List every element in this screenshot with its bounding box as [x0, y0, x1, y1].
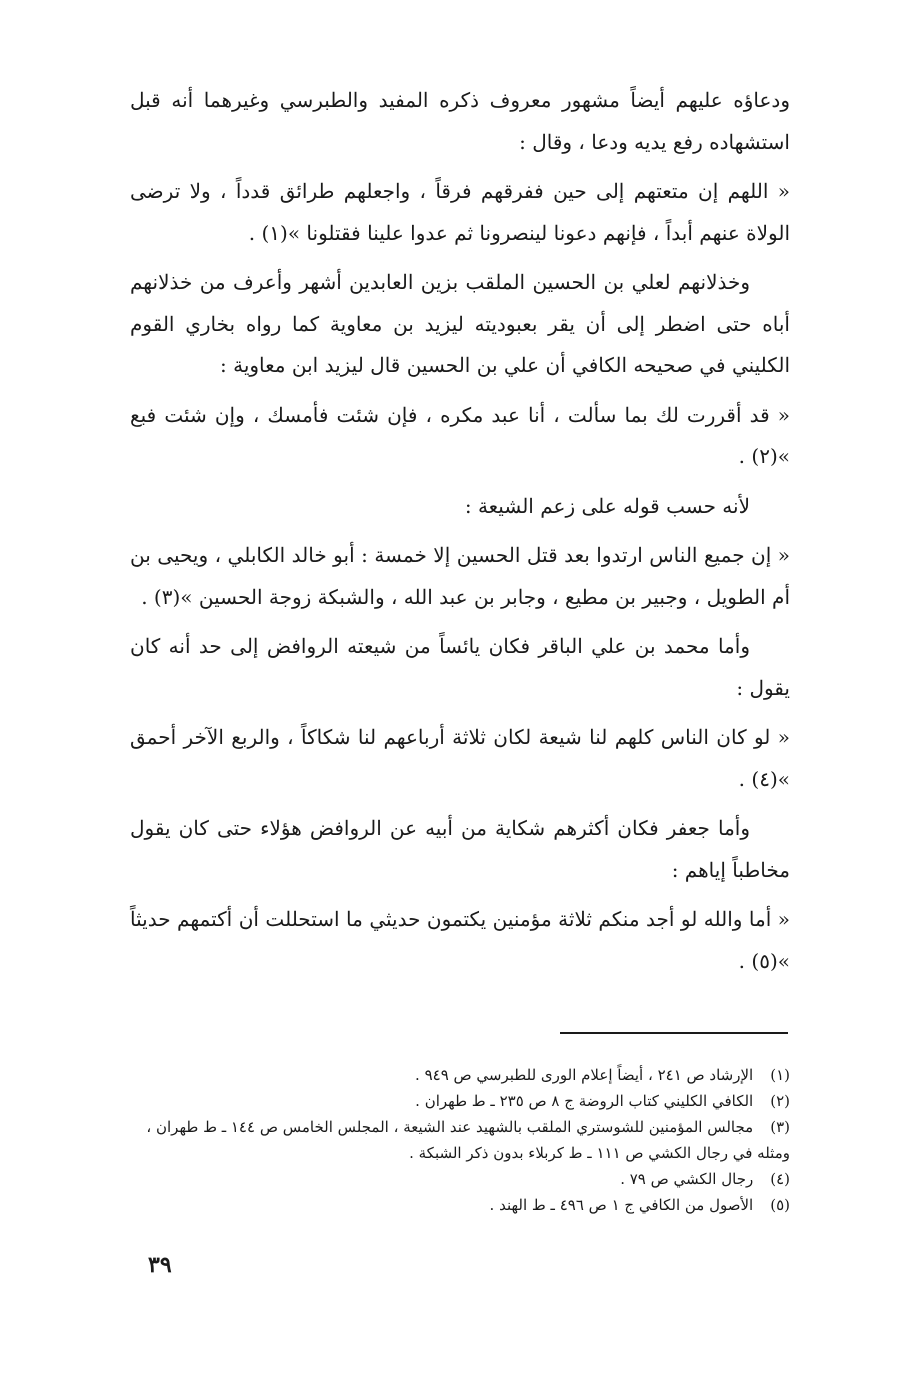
- quote-paragraph: « اللهم إن متعتهم إلى حين ففرقهم فرقاً ، واجعلهم طرائق قدداً ، ولا ترضى الولاة عنهم أبداً ، فإنهم دعونا لينصرونا ثم عدوا علينا فقتلونا »(١) .: [130, 179, 790, 245]
- quote-paragraph: « إن جميع الناس ارتدوا بعد قتل الحسين إلا خمسة : أبو خالد الكابلي ، ويحيى بن أم الطويل ، وجبير بن مطيع ، وجابر بن عبد الله ، والشبكة زوجة الحسين »(٣) .: [130, 543, 790, 609]
- paragraph: ودعاؤه عليهم أيضاً مشهور معروف ذكره المفيد والطبرسي وغيرهما أنه قبل استشهاده رفع يديه ودعا ، وقال :: [130, 88, 790, 154]
- footnote-number: (٤): [770, 1170, 790, 1188]
- footnote-number: (٥): [770, 1196, 790, 1214]
- footnote-number: (١): [770, 1066, 790, 1084]
- footnote: [130, 1192, 790, 1218]
- quote-paragraph: « قد أقررت لك بما سألت ، أنا عبد مكره ، فإن شئت فأمسك ، وإن شئت فبع »(٢) .: [130, 402, 790, 468]
- footnote-text: الكافي الكليني كتاب الروضة ج ٨ ص ٢٣٥ ـ ط طهران .: [415, 1092, 754, 1110]
- footnote-number: (٣): [770, 1118, 790, 1136]
- footnote: [130, 1114, 790, 1166]
- footnote-separator: [560, 1032, 788, 1034]
- footnote-text: الأصول من الكافي ج ١ ص ٤٩٦ ـ ط الهند .: [489, 1196, 754, 1214]
- footnote-number: (٢): [770, 1092, 790, 1110]
- footnotes: [130, 1062, 790, 1218]
- footnote-text: الإرشاد ص ٢٤١ ، أيضاً إعلام الورى للطبرسي ص ٩٤٩ .: [415, 1066, 754, 1084]
- quote-paragraph: « أما والله لو أجد منكم ثلاثة مؤمنين يكتمون حديثي ما استحللت أن أكتمهم حديثاً »(٥) .: [130, 907, 790, 973]
- page-number: ٣٩: [148, 1252, 172, 1278]
- paragraph: لأنه حسب قوله على زعم الشيعة :: [464, 493, 750, 518]
- footnote-text: مجالس المؤمنين للشوستري الملقب بالشهيد عند الشيعة ، المجلس الخامس ص ١٤٤ ـ ط طهران ، ومثله في رجال الكشي ص ١١١ ـ ط كربلاء بدون ذكر الشبكة .: [146, 1118, 790, 1162]
- footnote-text: رجال الكشي ص ٧٩ .: [620, 1170, 754, 1188]
- paragraph: وأما جعفر فكان أكثرهم شكاية من أبيه عن الروافض هؤلاء حتى كان يقول مخاطباً إياهم :: [130, 816, 790, 882]
- paragraph: وخذلانهم لعلي بن الحسين الملقب بزين العابدين أشهر وأعرف من خذلانهم أباه حتى اضطر إلى أن يقر بعبوديته ليزيد بن معاوية كما رواه بخاري القوم الكليني في صحيحه الكافي أن علي بن الحسين قال ليزيد ابن معاوية :: [130, 270, 790, 377]
- quote-paragraph: « لو كان الناس كلهم لنا شيعة لكان ثلاثة أرباعهم لنا شكاكاً ، والربع الآخر أحمق »(٤) .: [130, 725, 790, 791]
- footnote: [130, 1166, 790, 1192]
- paragraph: وأما محمد بن علي الباقر فكان يائساً من شيعته الروافض إلى حد أنه كان يقول :: [130, 634, 790, 700]
- footnote: [130, 1062, 790, 1088]
- footnote: [130, 1088, 790, 1114]
- main-text: [130, 80, 790, 990]
